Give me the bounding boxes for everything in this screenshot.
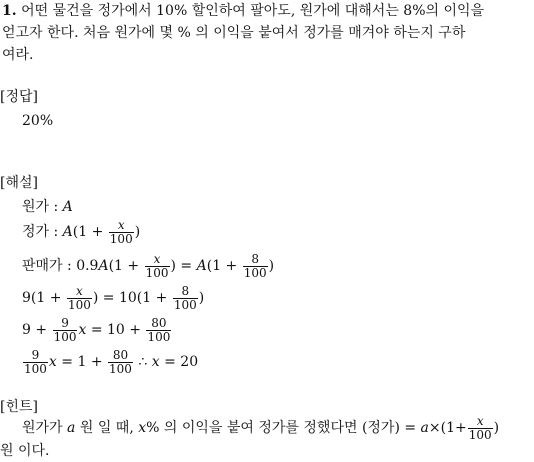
- frac-num: 8: [251, 251, 259, 266]
- paren-close: ): [170, 258, 176, 274]
- frac-den: 100: [243, 265, 267, 280]
- nine: 9: [22, 290, 31, 306]
- plus: +: [124, 322, 146, 338]
- solution-heading: [해설]: [0, 175, 38, 191]
- var-x: x: [78, 322, 87, 338]
- question-line-3: 여라.: [2, 47, 34, 63]
- hint-var-a: a: [67, 420, 76, 436]
- frac-den: 100: [173, 297, 197, 312]
- cost-var: A: [62, 199, 73, 215]
- paren-close: ): [92, 290, 99, 306]
- question-number: 1.: [2, 3, 17, 19]
- hint-text-b: 원 일 때,: [75, 420, 139, 436]
- frac-num: x: [153, 251, 161, 266]
- paren-close: ): [268, 258, 275, 274]
- plus: +: [45, 290, 66, 306]
- question-text-1: 어떤 물건을 정가에서 10% 할인하여 팔아도, 원가에 대해서는 8%의 이익을: [21, 3, 485, 19]
- one: 1: [77, 354, 87, 370]
- frac-num: 80: [112, 347, 129, 362]
- var-x: x: [48, 354, 57, 370]
- frac-den: 100: [109, 361, 132, 376]
- frac-den: 100: [147, 329, 171, 344]
- one: 1: [36, 290, 46, 306]
- hint-line-2: 원 이다.: [0, 443, 50, 459]
- hint-var-x: x: [138, 420, 147, 436]
- frac-num: x: [76, 283, 83, 298]
- paren-open: (1 +: [72, 224, 108, 240]
- solution-eq-line-3: [22, 348, 198, 376]
- hint-line-1: [22, 414, 499, 442]
- frac-den: 100: [53, 329, 77, 344]
- fraction-8-100: [173, 285, 198, 312]
- equals: =: [86, 322, 108, 338]
- fraction-80-100: [146, 317, 171, 344]
- hint-text-d: ×(1+: [428, 420, 467, 436]
- equals: =: [56, 354, 78, 370]
- fraction-9-100: [53, 317, 78, 344]
- sale-label: 판매가 :: [22, 258, 77, 274]
- paren-close: ): [134, 224, 141, 240]
- fraction-x-100: [468, 415, 493, 442]
- hint-heading: [힌트]: [0, 399, 38, 415]
- answer-heading: [정답]: [0, 89, 38, 105]
- paren-open: (1 +: [206, 258, 242, 274]
- solution-cost-line: [22, 198, 73, 216]
- price-label: 정가 :: [22, 224, 63, 240]
- fraction-x-100: [67, 285, 92, 312]
- plus: +: [151, 290, 172, 306]
- frac-num: 8: [181, 283, 190, 298]
- frac-num: 80: [151, 315, 167, 330]
- hint-text-a: 원가가: [22, 420, 68, 436]
- coef: 0.9: [76, 258, 99, 274]
- equals: =: [98, 290, 119, 306]
- solution-eq-line-1: 9(1 + $\frac{x}{100}$ ) = 10(1 + $\frac{8}{100}$ ): [22, 283, 205, 312]
- hint-text-c: % 의 이익을 붙여 정가를 정했다면 (정가) =: [146, 420, 421, 436]
- paren-close: ): [198, 290, 205, 306]
- frac-den: 100: [67, 297, 91, 312]
- fraction-8-100: [243, 253, 268, 280]
- var-a: A: [98, 258, 109, 274]
- result-value: 20: [180, 354, 199, 370]
- paren-open: (1 +: [108, 258, 144, 274]
- frac-num: 9: [61, 315, 69, 330]
- therefore-symbol: ∴: [138, 354, 148, 370]
- ten: 10: [118, 290, 137, 306]
- answer-value: 20%: [22, 113, 54, 129]
- fraction-80-100: [108, 349, 133, 376]
- solution-sale-line: [22, 252, 274, 280]
- frac-den: 100: [109, 231, 133, 246]
- var-x: x: [151, 354, 160, 370]
- one: 1: [142, 290, 152, 306]
- frac-num: x: [476, 413, 484, 428]
- equals: =: [159, 354, 181, 370]
- nine: 9: [22, 322, 31, 338]
- frac-den: 100: [468, 427, 492, 442]
- frac-num: x: [117, 217, 125, 232]
- equals: =: [175, 258, 197, 274]
- question-line-1: [2, 2, 484, 20]
- var-a: A: [62, 224, 73, 240]
- frac-den: 100: [24, 361, 47, 376]
- plus: +: [86, 354, 108, 370]
- cost-label: 원가 :: [22, 199, 63, 215]
- hint-var-a: a: [420, 420, 429, 436]
- fraction-x-100: [109, 219, 134, 246]
- solution-price-line: [22, 218, 140, 246]
- question-line-2: 얻고자 한다. 처음 원가에 몇 % 의 이익을 붙여서 정가를 매겨야 하는지 구하: [2, 25, 466, 41]
- frac-num: 9: [31, 347, 40, 362]
- frac-den: 100: [145, 265, 169, 280]
- hint-text-e: ): [493, 420, 500, 436]
- solution-eq-line-2: [22, 316, 172, 344]
- var-a: A: [196, 258, 207, 274]
- fraction-x-100: [145, 253, 170, 280]
- fraction-9-100: [23, 349, 48, 376]
- plus: +: [30, 322, 52, 338]
- ten: 10: [107, 322, 125, 338]
